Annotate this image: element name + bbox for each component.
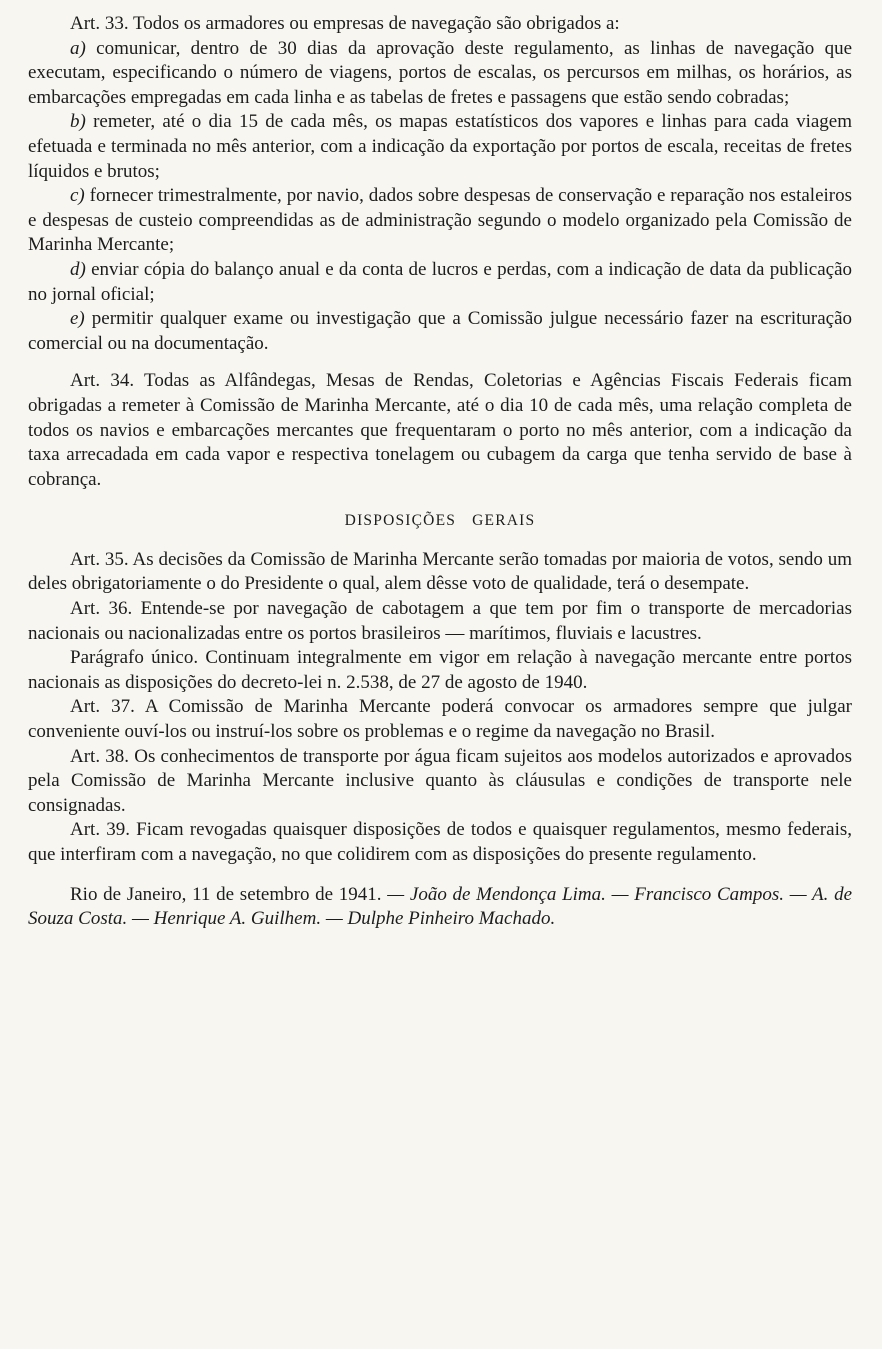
article-36-paragraph: Art. 36. Entende-se por navegação de cabotagem a que tem por fim o transporte de mercadorias nacionais ou nacionalizadas entre os portos brasileiros — marítimos, fluviais e lacustres. [28,598,852,644]
item-text-b: remeter, até o dia 15 de cada mês, os mapas estatísticos dos vapores e linhas para cada viagem efetuada e terminada no mês anterior, com a indicação da exportação por portos de escala, receitas de fretes líquidos e brutos; [28,111,852,182]
item-text-c: fornecer trimestralmente, por navio, dados sobre despesas de conservação e reparação nos estaleiros e despesas de custeio compreendidas as de administração segundo o modelo organizado pela Comissão de Marinha Mercante; [28,185,853,256]
article-33-paragraph: Art. 33. Todos os armadores ou empresas de navegação são obrigados a: [70,13,620,34]
section-heading-disposicoes-gerais: DISPOSIÇÕES GERAIS [344,512,536,530]
article-33-item-c [28,184,852,258]
article-38-paragraph: Art. 38. Os conhecimentos de transporte por água ficam sujeitos aos modelos autorizados e aprovados pela Comissão de Marinha Mercante inclusive quanto às cláusulas e condições de transporte nele consignadas. [28,745,852,816]
signature-place-date: Rio de Janeiro, 11 de setembro de 1941. [70,883,382,905]
article-35-paragraph: Art. 35. As decisões da Comissão de Marinha Mercante serão tomadas por maioria de votos, sendo um deles obrigatoriamente o do Presidente o qual, alem dêsse voto de qualidade, terá o desempate. [28,548,852,595]
item-text-d: enviar cópia do balanço anual e da conta de lucros e perdas, com a indicação de data da publicação no jornal oficial; [28,258,852,305]
article-34-paragraph: Art. 34. Todas as Alfândegas, Mesas de Rendas, Coletorias e Agências Fiscais Federais ficam obrigadas a remeter à Comissão de Marinha Mercante, até o dia 10 de cada mês, uma relação completa de todos os navios e embarcações mercantes que frequentaram o porto no mês anterior, com a indicação da taxa arrecadada em cada vapor e respectiva tonelagem ou cubagem da carga que tenha servido de base à cobrança. [28,370,852,490]
item-marker-a: a) [70,37,86,59]
item-marker-d: d) [70,258,86,280]
item-text-e: permitir qualquer exame ou investigação que a Comissão julgue necessário fazer na escrituração comercial ou na documentação. [28,308,853,354]
signature-paragraph [28,883,852,932]
item-text-a: comunicar, dentro de 30 dias da aprovação deste regulamento, as linhas de navegação que executam, especificando o número de viagens, portos de escalas, os percursos em milhas, os horários, as embarcações empregadas em cada linha e as tabelas de fretes e passagens que estão sendo cobradas; [28,37,853,108]
article-33-item-e [28,307,852,356]
item-marker-c: c) [70,185,85,207]
item-marker-b: b) [70,111,86,133]
article-33-item-d [28,258,852,307]
article-37-paragraph: Art. 37. A Comissão de Marinha Mercante poderá convocar os armadores sempre que julgar conveniente ouví-los ou instruí-los sobre os problemas e o regime da navegação no Brasil. [28,696,852,743]
signature-names: — João de Mendonça Lima. — Francisco Campos. — A. de Souza Costa. — Henrique A. Guilhem. — Dulphe Pinheiro Machado. [28,883,852,930]
item-marker-e: e) [70,308,85,330]
article-33-item-b [28,110,852,184]
article-39-paragraph: Art. 39. Ficam revogadas quaisquer disposições de todos e quaisquer regulamentos, mesmo federais, que interfiram com a navegação, no que colidirem com as disposições do presente regulamento. [28,819,852,865]
article-33-item-a [28,37,852,111]
paragrafo-unico-paragraph: Parágrafo único. Continuam integralmente em vigor em relação à navegação mercante entre portos nacionais as disposições do decreto-lei n. 2.538, de 27 de agosto de 1940. [28,647,852,693]
